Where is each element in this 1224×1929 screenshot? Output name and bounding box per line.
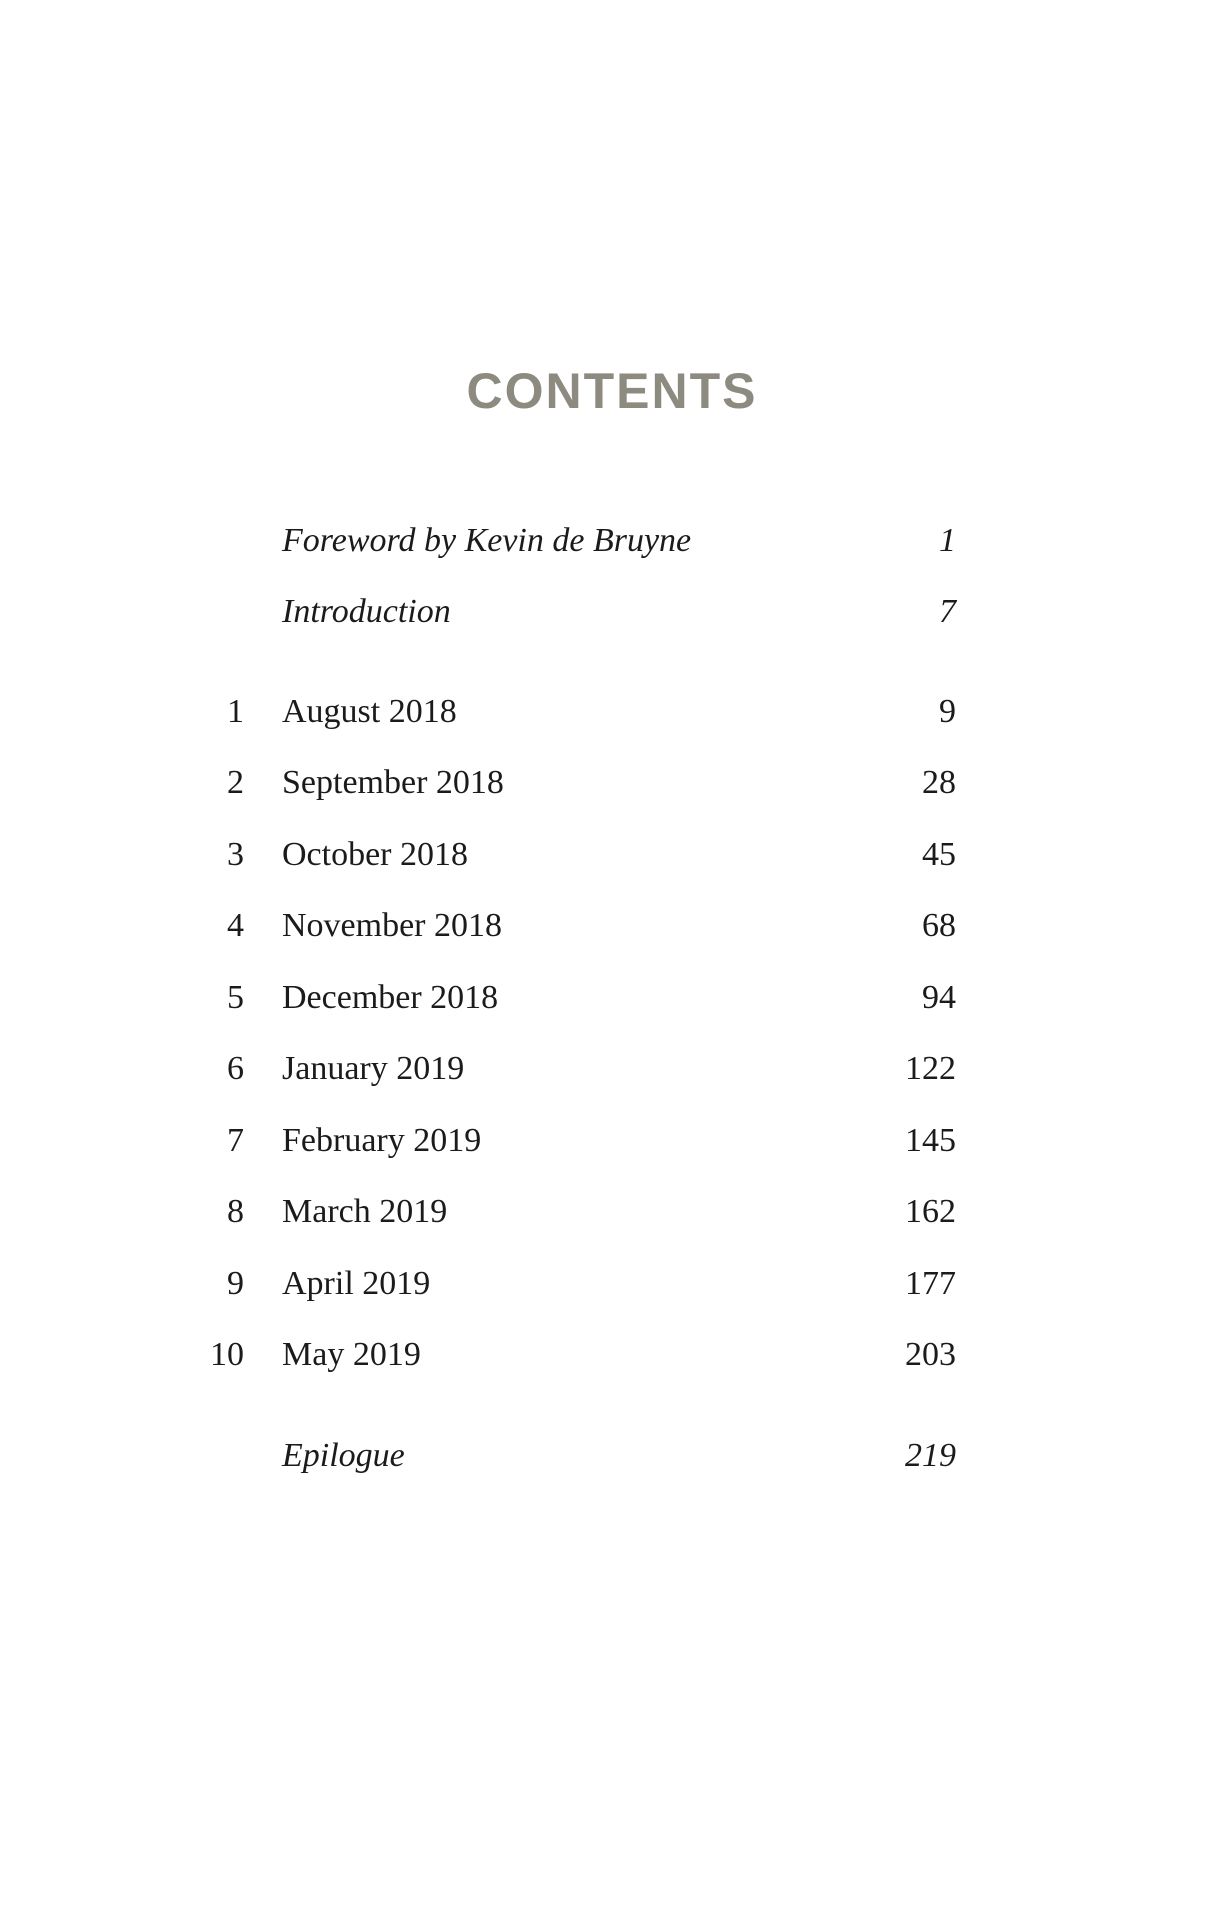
entry-title: April 2019	[282, 1265, 431, 1302]
entry-title: March 2019	[282, 1193, 448, 1230]
toc-entry-chapter-7	[0, 1116, 1224, 1166]
toc-entry-introduction	[0, 587, 1224, 637]
entry-title: Foreword by Kevin de Bruyne	[282, 522, 692, 559]
entry-page-number: 45	[922, 836, 956, 873]
entry-title: Introduction	[282, 593, 451, 630]
entry-title: November 2018	[282, 907, 503, 944]
toc-entry-chapter-10	[0, 1330, 1224, 1380]
chapter-number: 6	[227, 1050, 244, 1087]
entry-title: May 2019	[282, 1336, 421, 1373]
chapter-number: 4	[227, 907, 244, 944]
entry-page-number: 94	[922, 979, 956, 1016]
chapter-number: 2	[227, 764, 244, 801]
entry-title: October 2018	[282, 836, 469, 873]
entry-title: Epilogue	[282, 1437, 405, 1474]
toc-entry-chapter-8	[0, 1187, 1224, 1237]
entry-title: September 2018	[282, 764, 504, 801]
entry-title: August 2018	[282, 693, 457, 730]
toc-entry-epilogue	[0, 1431, 1224, 1481]
chapter-number: 3	[227, 836, 244, 873]
toc-entry-chapter-4	[0, 901, 1224, 951]
entry-page-number: 1	[939, 522, 956, 559]
toc-entry-chapter-9	[0, 1259, 1224, 1309]
entry-page-number: 122	[905, 1050, 956, 1087]
entry-page-number: 7	[939, 593, 956, 630]
entry-page-number: 9	[939, 693, 956, 730]
entry-page-number: 68	[922, 907, 956, 944]
chapter-number: 10	[210, 1336, 244, 1373]
entry-title: February 2019	[282, 1122, 482, 1159]
toc-entry-chapter-1	[0, 687, 1224, 737]
chapter-number: 1	[227, 693, 244, 730]
entry-page-number: 28	[922, 764, 956, 801]
entry-title: December 2018	[282, 979, 499, 1016]
toc-entry-foreword	[0, 516, 1224, 566]
entry-page-number: 219	[905, 1437, 956, 1474]
entry-title: January 2019	[282, 1050, 465, 1087]
entry-page-number: 145	[905, 1122, 956, 1159]
chapter-number: 8	[227, 1193, 244, 1230]
chapter-number: 7	[227, 1122, 244, 1159]
chapter-number: 9	[227, 1265, 244, 1302]
entry-page-number: 177	[905, 1265, 956, 1302]
toc-entry-chapter-3	[0, 830, 1224, 880]
chapter-number: 5	[227, 979, 244, 1016]
page-title: CONTENTS	[466, 363, 758, 419]
entry-page-number: 162	[905, 1193, 956, 1230]
toc-entry-chapter-5	[0, 973, 1224, 1023]
entry-page-number: 203	[905, 1336, 956, 1373]
toc-entry-chapter-6	[0, 1044, 1224, 1094]
toc-entry-chapter-2	[0, 758, 1224, 808]
